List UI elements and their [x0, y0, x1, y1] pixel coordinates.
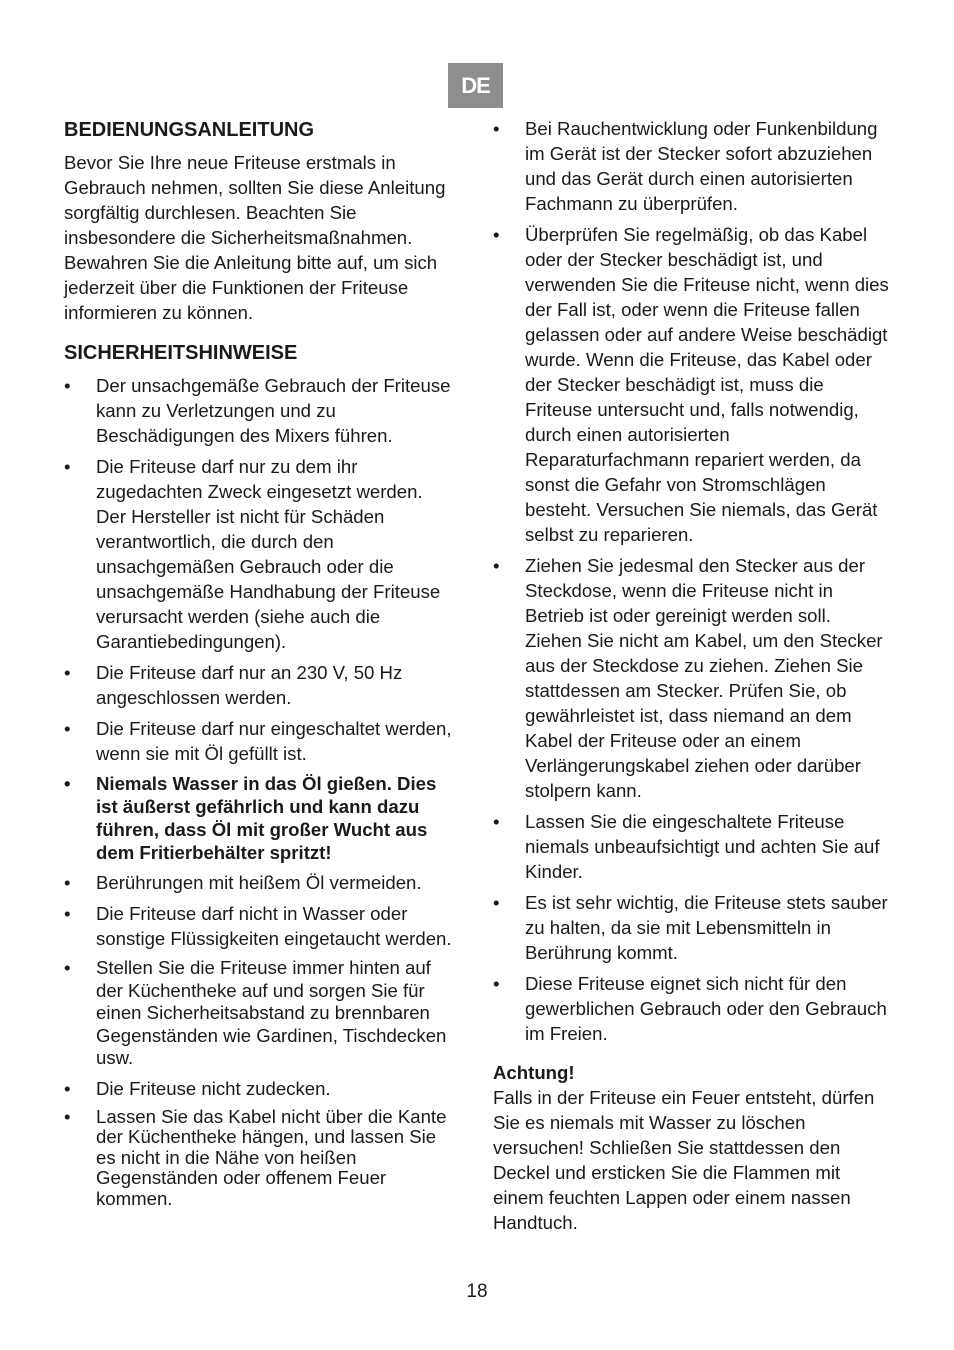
- warning-title: Achtung!: [493, 1062, 575, 1083]
- intro-paragraph: Bevor Sie Ihre neue Friteuse erstmals in Gebrauch nehmen, sollten Sie diese Anleitung sorgfältig durchlesen. Beachten Sie insbesondere die Sicherheitsmaßnahmen. Bewahren Sie die Anleitung bitte auf, um sich jederzeit über die Funktionen der Friteuse informieren zu können.: [64, 152, 446, 323]
- list-item: • Die Friteuse darf nur an 230 V, 50 Hz angeschlossen werden.: [64, 660, 456, 710]
- list-item: • Es ist sehr wichtig, die Friteuse stets sauber zu halten, da sie mit Lebensmitteln in Berührung kommt.: [493, 890, 891, 965]
- list-item: • Der unsachgemäße Gebrauch der Friteuse kann zu Verletzungen und zu Beschädigungen des Mixers führen.: [64, 373, 456, 448]
- language-badge: DE: [448, 63, 503, 108]
- safety-list-right: [493, 116, 891, 1046]
- warning-text: Falls in der Friteuse ein Feuer entsteht, dürfen Sie es niemals mit Wasser zu löschen versuchen! Schließen Sie stattdessen den Deckel und ersticken Sie die Flammen mit einem feuchten Lappen oder einem nassen Handtuch.: [493, 1087, 875, 1233]
- list-item: • Die Friteuse darf nicht in Wasser oder sonstige Flüssigkeiten eingetaucht werden.: [64, 901, 456, 951]
- list-item: • Die Friteuse darf nur zu dem ihr zugedachten Zweck eingesetzt werden. Der Hersteller ist nicht für Schäden verantwortlich, die durch den unsachgemäßen Gebrauch oder die unsachgemäße Handhabung der Friteuse verursacht werden (siehe auch die Garantiebedingungen).: [64, 454, 456, 654]
- list-item-warning: • Niemals Wasser in das Öl gießen. Dies ist äußerst gefährlich und kann dazu führen, dass Öl mit großer Wucht aus dem Fritierbehälter spritzt!: [64, 772, 456, 864]
- safety-list-left: [64, 373, 456, 1209]
- list-item: • Bei Rauchentwicklung oder Funkenbildung im Gerät ist der Stecker sofort abzuziehen und das Gerät durch einen autorisierten Fachmann zu überprüfen.: [493, 116, 891, 216]
- list-item: • Berührungen mit heißem Öl vermeiden.: [64, 870, 456, 895]
- list-item: • Die Friteuse darf nur eingeschaltet werden, wenn sie mit Öl gefüllt ist.: [64, 716, 456, 766]
- list-item: • Stellen Sie die Friteuse immer hinten auf der Küchentheke auf und sorgen Sie für einen Sicherheitsabstand zu brennbaren Gegenständen wie Gardinen, Tischdecken usw.: [64, 957, 456, 1070]
- list-item: • Ziehen Sie jedesmal den Stecker aus der Steckdose, wenn die Friteuse nicht in Betrieb ist oder gereinigt werden soll. Ziehen Sie nicht am Kabel, um den Stecker aus der Steckdose zu ziehen. Ziehen Sie stattdessen am Stecker. Prüfen Sie, ob gewährleistet ist, dass niemand an dem Kabel der Friteuse oder an einem Verlängerungskabel ziehen oder darüber stolpern kann.: [493, 553, 891, 803]
- right-column: [493, 116, 891, 1235]
- list-item: • Lassen Sie das Kabel nicht über die Kante der Küchentheke hängen, und lassen Sie es nicht in die Nähe von heißen Gegenständen oder offenem Feuer kommen.: [64, 1107, 456, 1210]
- heading-manual: BEDIENUNGSANLEITUNG: [64, 119, 315, 141]
- list-item: • Lassen Sie die eingeschaltete Friteuse niemals unbeaufsichtigt und achten Sie auf Kinder.: [493, 809, 891, 884]
- page-number: 18: [466, 1281, 488, 1302]
- list-item: • Die Friteuse nicht zudecken.: [64, 1076, 456, 1101]
- list-item: • Diese Friteuse eignet sich nicht für den gewerblichen Gebrauch oder den Gebrauch im Freien.: [493, 971, 891, 1046]
- left-column: [64, 116, 456, 1215]
- heading-safety: SICHERHEITSHINWEISE: [64, 342, 298, 364]
- list-item: • Überprüfen Sie regelmäßig, ob das Kabel oder der Stecker beschädigt ist, und verwenden Sie die Friteuse nicht, wenn dies der Fall ist, oder wenn die Friteuse fallen gelassen oder auf andere Weise beschädigt wurde. Wenn die Friteuse, das Kabel oder der Stecker beschädigt ist, muss die Friteuse untersucht und, falls notwendig, durch einen autorisierten Reparaturfachmann repariert werden, da sonst die Gefahr von Stromschlägen besteht. Versuchen Sie niemals, das Gerät selbst zu reparieren.: [493, 222, 891, 547]
